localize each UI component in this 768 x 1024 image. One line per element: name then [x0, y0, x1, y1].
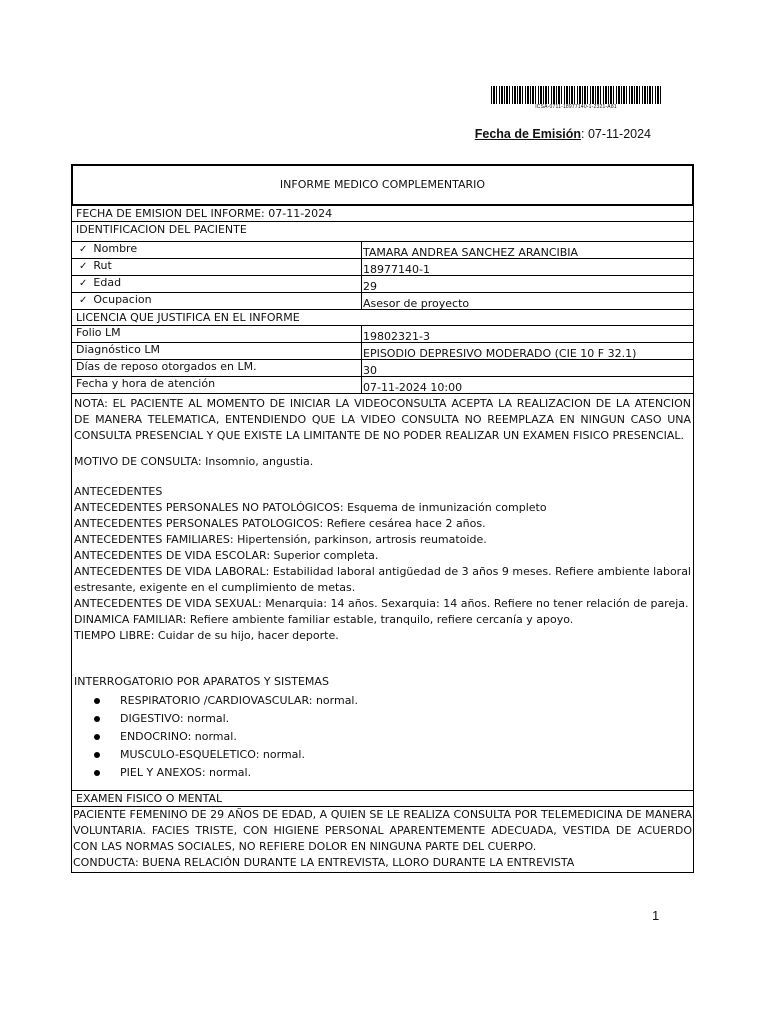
- bullet-icon: [94, 770, 100, 776]
- field-label: ✓ Rut: [72, 259, 362, 275]
- patient-section-header: IDENTIFICACION DEL PACIENTE: [71, 222, 694, 242]
- report-title: INFORME MEDICO COMPLEMENTARIO: [71, 164, 694, 206]
- bullet-icon: [94, 698, 100, 704]
- antecedentes-title: ANTECEDENTES: [74, 485, 163, 498]
- system-item-text: ENDOCRINO: normal.: [120, 730, 237, 743]
- page-number: 1: [652, 908, 660, 923]
- table-row: [71, 259, 694, 276]
- field-value: 29: [363, 280, 377, 292]
- issue-date: Fecha de Emisión: 07-11-2024: [474, 127, 651, 141]
- system-item-text: MUSCULO-ESQUELETICO: normal.: [120, 748, 305, 761]
- list-item: [74, 710, 691, 728]
- barcode-image: [491, 86, 661, 104]
- field-value: Asesor de proyecto: [363, 297, 470, 309]
- table-row: [71, 242, 694, 259]
- antecedente-item: DINAMICA FAMILIAR: Refiere ambiente familiar estable, tranquilo, refiere cercanía y apoyo.: [74, 613, 574, 626]
- exam-text: PACIENTE FEMENINO DE 29 AÑOS DE EDAD, A QUIEN SE LE REALIZA CONSULTA POR TELEMEDICINA DE MANERA VOLUNTARIA. FACIES TRISTE, CON HIGIENE PERSONAL APARENTEMENTE ADECUADA, VESTIDA DE ACUERDO CON LAS NORMAS SOCIALES, NO REFIERE DOLOR EN NINGUNA PARTE DEL CUERPO.: [73, 808, 692, 853]
- systems-title: INTERROGATORIO POR APARATOS Y SISTEMAS: [74, 675, 329, 688]
- antecedente-item: ANTECEDENTES FAMILIARES: Hipertensión, parkinson, artrosis reumatoide.: [74, 533, 487, 546]
- field-value: 19802321-3: [363, 330, 430, 342]
- field-value: TAMARA ANDREA SANCHEZ ARANCIBIA: [363, 246, 579, 258]
- clinical-body: [71, 394, 694, 791]
- barcode-text: ICSA-0711-18977140-1-2321-A81: [535, 104, 617, 110]
- issue-date-value: 07-11-2024: [587, 127, 651, 141]
- table-row: [71, 377, 694, 394]
- antecedente-item: ANTECEDENTES PERSONALES NO PATOLÓGICOS: Esquema de inmunización completo: [74, 501, 547, 514]
- bullet-icon: [94, 734, 100, 740]
- list-item: [74, 728, 691, 746]
- field-value: 30: [363, 364, 377, 376]
- field-label: Días de reposo otorgados en LM.: [72, 360, 362, 376]
- telemedicine-note: NOTA: EL PACIENTE AL MOMENTO DE INICIAR LA VIDEOCONSULTA ACEPTA LA REALIZACION DE LA ATENCION DE MANERA TELEMATICA, ENTENDIENDO QUE LA VIDEO CONSULTA NO REEMPLAZA EN NINGUN CASO UNA CONSULTA PRESENCIAL Y QUE EXISTE LA LIMITANTE DE NO PODER REALIZAR UN EXAMEN FISICO PRESENCIAL.: [74, 397, 691, 442]
- conduct-text: CONDUCTA: BUENA RELACIÓN DURANTE LA ENTREVISTA, LLORO DURANTE LA ENTREVISTA: [73, 856, 575, 869]
- table-row: [71, 343, 694, 360]
- systems-list: [74, 692, 691, 782]
- field-value: 07-11-2024 10:00: [363, 381, 463, 393]
- table-row: [71, 276, 694, 293]
- system-item-text: PIEL Y ANEXOS: normal.: [120, 766, 252, 779]
- field-label: ✓ Nombre: [72, 242, 362, 258]
- bullet-icon: [94, 752, 100, 758]
- antecedentes-list: [74, 500, 691, 644]
- table-row: [71, 326, 694, 343]
- consultation-reason: MOTIVO DE CONSULTA: Insomnio, angustia.: [74, 455, 314, 468]
- field-label: Folio LM: [72, 326, 362, 342]
- exam-section-body: [71, 807, 694, 873]
- field-label: Fecha y hora de atención: [72, 377, 362, 393]
- list-item: [74, 764, 691, 782]
- field-label: ✓ Ocupacion: [72, 293, 362, 309]
- antecedente-item: ANTECEDENTES DE VIDA ESCOLAR: Superior completa.: [74, 549, 379, 562]
- table-row: [71, 293, 694, 310]
- system-item-text: RESPIRATORIO /CARDIOVASCULAR: normal.: [120, 694, 358, 707]
- antecedente-item: ANTECEDENTES DE VIDA LABORAL: Estabilidad laboral antigüedad de 3 años 9 meses. Refiere ambiente laboral estresante, exigente en el cumplimiento de metas.: [74, 565, 691, 594]
- patient-info-table: [71, 242, 694, 310]
- system-item-text: DIGESTIVO: normal.: [120, 712, 230, 725]
- table-row: [71, 360, 694, 377]
- antecedente-item: ANTECEDENTES DE VIDA SEXUAL: Menarquia: 14 años. Sexarquia: 14 años. Refiere no tener relación de pareja.: [74, 597, 689, 610]
- report-date-row: FECHA DE EMISION DEL INFORME: 07-11-2024: [71, 206, 694, 222]
- report-document: [71, 164, 694, 873]
- license-section-header: LICENCIA QUE JUSTIFICA EN EL INFORME: [71, 310, 694, 326]
- exam-section-header: EXAMEN FISICO O MENTAL: [71, 791, 694, 807]
- list-item: [74, 692, 691, 710]
- issue-date-label: Fecha de Emisión: [474, 127, 582, 141]
- bullet-icon: [94, 716, 100, 722]
- field-value: 18977140-1: [363, 263, 430, 275]
- antecedente-item: TIEMPO LIBRE: Cuidar de su hijo, hacer deporte.: [74, 629, 339, 642]
- antecedente-item: ANTECEDENTES PERSONALES PATOLOGICOS: Refiere cesárea hace 2 años.: [74, 517, 486, 530]
- field-value: EPISODIO DEPRESIVO MODERADO (CIE 10 F 32.1): [363, 347, 637, 359]
- field-label: Diagnóstico LM: [72, 343, 362, 359]
- field-label: ✓ Edad: [72, 276, 362, 292]
- list-item: [74, 746, 691, 764]
- license-info-table: [71, 326, 694, 394]
